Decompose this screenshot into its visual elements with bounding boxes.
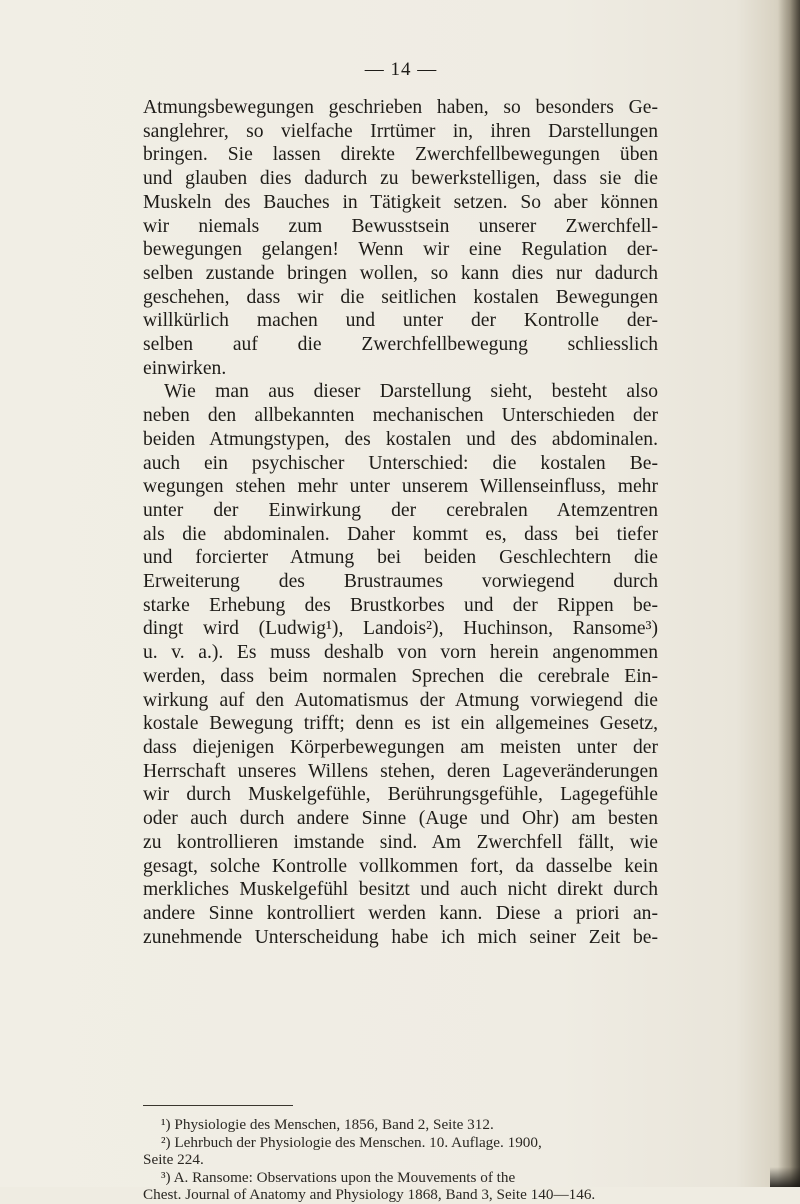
text-line: Herrschaft unseres Willens stehen, deren Lageveränderungen	[143, 760, 658, 782]
text-line: selben auf die Zwerchfellbewegung schliesslich	[143, 334, 658, 356]
text-line: werden, dass beim normalen Sprechen die cerebrale Ein-	[143, 665, 658, 687]
page-edge-shadow	[778, 0, 800, 1187]
text-line: u. v. a.). Es muss deshalb von vorn herein angenommen	[143, 642, 658, 664]
text-line: Wie man aus dieser Darstellung sieht, besteht also	[164, 381, 658, 403]
text-line: kostale Bewegung trifft; denn es ist ein allgemeines Gesetz,	[143, 713, 658, 735]
text-line: wegungen stehen mehr unter unserem Willenseinfluss, mehr	[143, 476, 658, 498]
footnote-continuation: Chest. Journal of Anatomy and Physiology 1868, Band 3, Seite 140—146.	[143, 1186, 596, 1204]
text-line: dass diejenigen Körperbewegungen am meisten unter der	[143, 736, 658, 758]
footnote-divider	[143, 1105, 293, 1106]
text-line: oder auch durch andere Sinne (Auge und Ohr) am besten	[143, 808, 658, 830]
text-line: Erweiterung des Brustraumes vorwiegend durch	[143, 571, 658, 593]
text-line: einwirken.	[143, 357, 227, 379]
text-line: andere Sinne kontrolliert werden kann. Diese a priori an-	[143, 902, 658, 924]
text-line: und forcierter Atmung bei beiden Geschlechtern die	[143, 547, 658, 569]
text-line: willkürlich machen und unter der Kontrolle der-	[143, 310, 658, 332]
page-corner-shadow	[770, 1167, 800, 1187]
text-line: sanglehrer, so vielfache Irrtümer in, ihren Darstellungen	[143, 120, 658, 142]
text-line: als die abdominalen. Daher kommt es, dass bei tiefer	[143, 523, 658, 545]
text-line: wir durch Muskelgefühle, Berührungsgefühle, Lagegefühle	[143, 784, 658, 806]
text-line: merkliches Muskelgefühl besitzt und auch nicht direkt durch	[143, 879, 658, 901]
text-line: selben zustande bringen wollen, so kann dies nur dadurch	[143, 262, 658, 284]
text-line: und glauben dies dadurch zu bewerkstelligen, dass sie die	[143, 168, 658, 190]
footnote: ²) Lehrbuch der Physiologie des Menschen. 10. Auflage. 1900,	[161, 1133, 542, 1151]
text-line: zu kontrollieren imstande sind. Am Zwerchfell fällt, wie	[143, 831, 658, 853]
text-line: wir niemals zum Bewusstsein unserer Zwerchfell-	[143, 215, 658, 237]
text-line: neben den allbekannten mechanischen Unterschieden der	[143, 405, 658, 427]
footnote-continuation: Seite 224.	[143, 1151, 204, 1169]
text-line: wirkung auf den Automatismus der Atmung vorwiegend die	[143, 689, 658, 711]
text-line: auch ein psychischer Unterschied: die kostalen Be-	[143, 452, 658, 474]
footnote: ¹) Physiologie des Menschen, 1856, Band 2, Seite 312.	[161, 1116, 494, 1133]
text-line: bewegungen gelangen! Wenn wir eine Regulation der-	[143, 239, 658, 261]
page-number: — 14 —	[364, 59, 438, 80]
text-line: beiden Atmungstypen, des kostalen und des abdominalen.	[143, 428, 658, 450]
text-line: starke Erhebung des Brustkorbes und der Rippen be-	[143, 594, 658, 616]
text-line: unter der Einwirkung der cerebralen Atemzentren	[143, 499, 658, 521]
text-line: Atmungsbewegungen geschrieben haben, so besonders Ge-	[143, 97, 658, 118]
text-line: dingt wird (Ludwig¹), Landois²), Huchinson, Ransome³)	[143, 618, 658, 640]
text-line: bringen. Sie lassen direkte Zwerchfellbewegungen üben	[143, 144, 658, 166]
text-line: zunehmende Unterscheidung habe ich mich seiner Zeit be-	[143, 926, 658, 948]
text-line: Muskeln des Bauches in Tätigkeit setzen. So aber können	[143, 191, 658, 213]
footnotes	[143, 1116, 658, 1204]
text-line: geschehen, dass wir die seitlichen kostalen Bewegungen	[143, 286, 658, 308]
body-text	[143, 96, 658, 949]
footnote: ³) A. Ransome: Observations upon the Mouvements of the	[161, 1168, 516, 1186]
text-line: gesagt, solche Kontrolle vollkommen fort, da dasselbe kein	[143, 855, 658, 877]
